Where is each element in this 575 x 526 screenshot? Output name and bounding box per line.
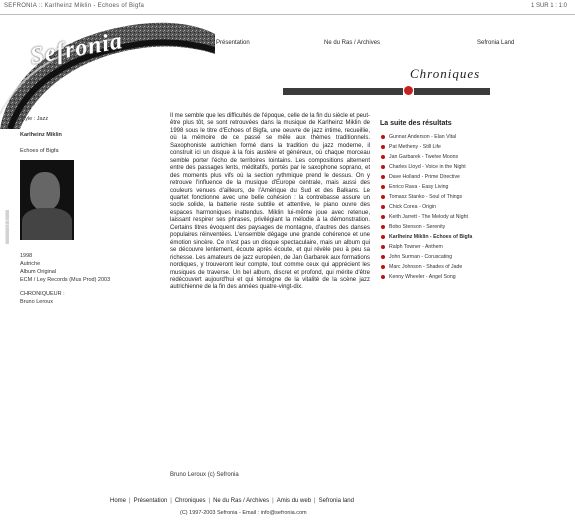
footer-link-land[interactable]: Sefronia land	[318, 498, 354, 504]
review-body: Il me semble que les difficultés de l'époque, celle de la fin du siècle et peut-être plus tôt, se sont retrouvées dans la musique de Karlheinz Miklin de 1998 sous le titre d'Echoes of Bigfa, une oeuvre de jazz intime, recueillie, où la mémoire de ce passé se mêle aux thèmes traditionnels. Saxophoniste autrichien formé dans la tradition du jazz moderne, il construit ici un disque à la fois austère et généreux, où chaque morceau semble porter l'écho de territoires lointains. Les compositions alternent entre des passages lents, méditatifs, portés par le saxophone soprano, et des moments plus vifs où la section rythmique prend le dessus. On y retrouve l'influence de la musique d'Europe centrale, mais aussi des couleurs venues d'ailleurs, de l'Amérique du Sud et des Balkans. Le quartet fonctionne avec une belle cohésion : la contrebasse assure un socle solide, la batterie reste subtile et attentive, le piano ouvre des espaces harmoniques inattendus. Miklin lui-même joue avec retenue, laissant respirer ses phrases, privilégiant la mélodie à la démonstration. Certains titres évoquent des paysages de montagne, d'autres des danses populaires réinventées. L'ensemble dégage une grande cohérence et une émotion sincère. Ce n'est pas un disque spectaculaire, mais un album qui se découvre lentement, écoute après écoute, et qui révèle peu à peu sa richesse. Les amateurs de jazz européen, de Jan Garbarek aux formations nordiques, y trouveront leur compte, tout comme ceux qui apprécient les musiques de traverse. Un bel album, discret et profond, qui mérite d'être redécouvert aujourd'hui et qui témoigne de la vitalité de la scène jazz autrichienne de la fin des années quatre-vingt-dix.	[170, 113, 370, 291]
chroniqueur-label: CHRONIQUEUR :	[20, 291, 65, 297]
album-cover-image	[20, 160, 74, 240]
related-heading: La suite des résultats	[380, 120, 452, 127]
bullet-icon	[381, 265, 385, 269]
related-item-label: Charles Lloyd - Voice in the Night	[389, 164, 466, 170]
bullet-icon	[381, 225, 385, 229]
footer-nav: Home | Présentation | Chroniques | Ne du Ras / Archives | Amis du web | Sefronia land	[110, 498, 354, 504]
related-item[interactable]	[380, 134, 570, 140]
related-item[interactable]	[380, 244, 570, 250]
decorative-bar-left	[283, 88, 403, 95]
footer-link-home[interactable]: Home	[110, 498, 127, 504]
related-item[interactable]	[380, 154, 570, 160]
related-item-label: Ralph Towner - Anthem	[389, 244, 443, 250]
bullet-icon	[381, 195, 385, 199]
related-item-label: Kenny Wheeler - Angel Song	[389, 274, 456, 280]
related-results-panel	[380, 120, 570, 284]
related-item[interactable]	[380, 214, 570, 220]
bullet-icon	[381, 165, 385, 169]
browser-titlebar	[0, 0, 575, 15]
related-list	[380, 134, 570, 280]
footer-link-presentation[interactable]: Présentation	[133, 498, 168, 504]
bullet-icon	[381, 215, 385, 219]
nav-archives[interactable]: Ne du Ras / Archives	[324, 40, 381, 46]
related-item[interactable]	[380, 184, 570, 190]
album-details	[20, 252, 140, 284]
related-item[interactable]	[380, 264, 570, 270]
logo-text: Sefronia	[28, 28, 125, 70]
review-signature: Bruno Leroux (c) Sefronia	[170, 472, 239, 478]
bullet-icon	[381, 205, 385, 209]
margin-ruler: |||||||||||||||||||||||||||||||||	[4, 210, 9, 245]
bullet-icon	[381, 245, 385, 249]
related-item[interactable]	[380, 164, 570, 170]
footer-link-chroniques[interactable]: Chroniques	[174, 498, 206, 504]
album-label: ECM / Ley Records (Mus Prod) 2003	[20, 277, 111, 283]
bullet-icon	[381, 235, 385, 239]
related-item-label: Chick Corea - Origin	[389, 204, 436, 210]
album-info-panel	[20, 116, 140, 306]
related-item[interactable]	[380, 254, 570, 260]
bullet-icon	[381, 175, 385, 179]
related-item-label: Tomasz Stanko - Soul of Things	[389, 194, 463, 200]
nav-sefronia-land[interactable]: Sefronia Land	[477, 40, 515, 46]
footer-link-archives[interactable]: Ne du Ras / Archives	[213, 498, 270, 504]
bullet-icon	[381, 155, 385, 159]
related-item[interactable]	[380, 224, 570, 230]
album-year: 1998	[20, 253, 33, 259]
red-dot-icon	[404, 86, 413, 95]
bullet-icon	[381, 145, 385, 149]
chroniqueur-name[interactable]: Bruno Leroux	[20, 299, 54, 305]
related-item-label: Marc Johnson - Shades of Jade	[389, 264, 463, 270]
nav-presentation[interactable]: Présentation	[216, 40, 250, 46]
bullet-icon	[381, 135, 385, 139]
related-item-label: Bobo Stenson - Serenity	[389, 224, 446, 230]
decorative-bar-right	[414, 88, 490, 95]
related-item-label: Keith Jarrett - The Melody at Night	[389, 214, 468, 220]
related-item-label: Enrico Rava - Easy Living	[389, 184, 449, 190]
chroniqueur-info	[20, 290, 140, 306]
album-artist[interactable]: Karlheinz Miklin	[20, 132, 62, 138]
related-item-label: Pat Metheny - Still Life	[389, 144, 441, 150]
related-item-label: Dave Holland - Prime Directive	[389, 174, 460, 180]
bullet-icon	[381, 275, 385, 279]
album-format: Album Original	[20, 269, 57, 275]
section-title: Chroniques	[410, 66, 481, 81]
page-title: SEFRONIA :: Karlheinz Miklin - Echoes of Bigfa	[4, 3, 145, 9]
bullet-icon	[381, 255, 385, 259]
page-number: 1 SUR 1 : 1:0	[530, 3, 567, 9]
related-item[interactable]	[380, 174, 570, 180]
related-item-label: Gunnar Anderson - Elan Vital	[389, 134, 457, 140]
bullet-icon	[381, 185, 385, 189]
copyright: (C) 1997-2003 Sefronia - Email : info@sefronia.com	[180, 510, 307, 516]
footer-link-amis[interactable]: Amis du web	[276, 498, 312, 504]
related-item[interactable]	[380, 204, 570, 210]
related-item[interactable]	[380, 274, 570, 280]
related-item[interactable]	[380, 144, 570, 150]
album-style: Style : Jazz	[20, 116, 49, 122]
related-item[interactable]	[380, 194, 570, 200]
related-item[interactable]	[380, 234, 570, 240]
related-item-label: Jan Garbarek - Twelve Moons	[389, 154, 459, 160]
site-logo[interactable]	[0, 14, 215, 129]
related-item-label: Karlheinz Miklin - Echoes of Bigfa	[389, 234, 473, 240]
related-item-label: John Surman - Coruscating	[389, 254, 453, 260]
album-country: Autriche	[20, 261, 41, 267]
album-title: Echoes of Bigfa	[20, 148, 59, 154]
